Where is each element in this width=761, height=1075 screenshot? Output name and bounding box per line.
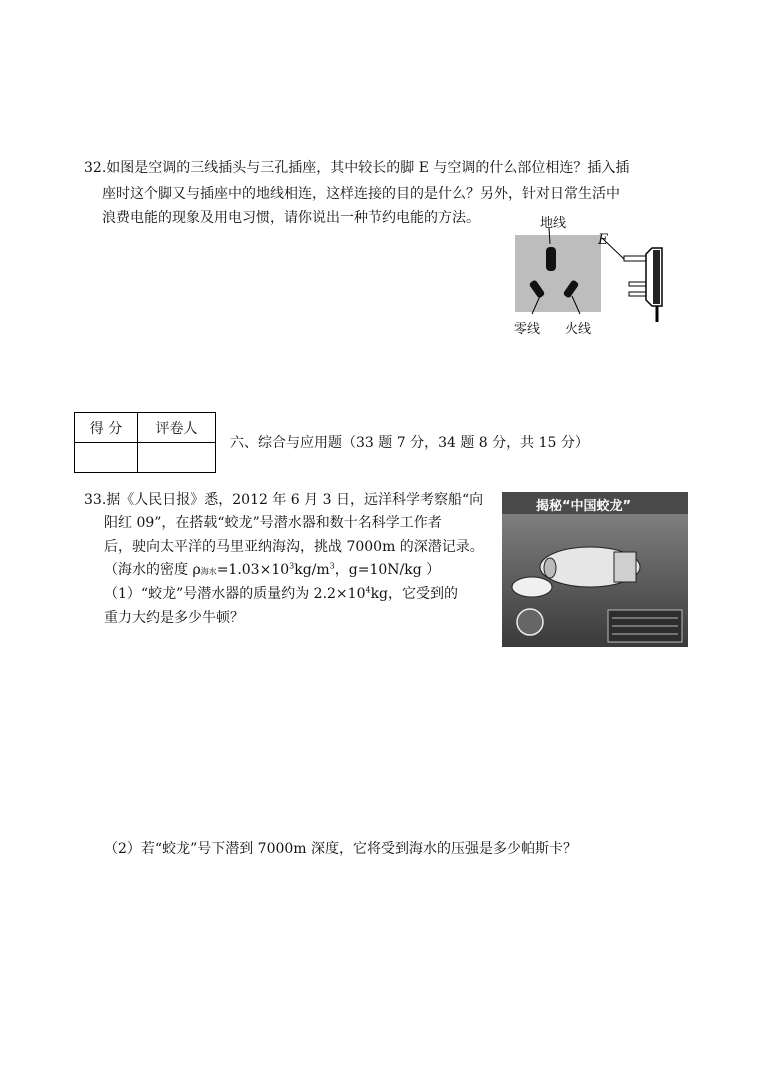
- jiaolong-photo-svg: [502, 492, 688, 647]
- q33-part-2: （2）若“蛟龙”号下潜到 7000m 深度，它将受到海水的压强是多少帕斯卡？: [104, 841, 578, 857]
- score-header: 得 分: [75, 413, 138, 443]
- q33-density-unit: kg/m: [294, 562, 330, 578]
- plug-grip: [653, 250, 660, 304]
- depth-badge: [517, 609, 543, 635]
- live-label: 火线: [565, 322, 592, 337]
- jiaolong-photo: [502, 492, 688, 647]
- q32-line-2: 座时这个脚又与插座中的地线相连，这样连接的目的是什么？另外，针对日常生活中: [102, 186, 620, 202]
- photo-title: 揭秘“中国蛟龙”: [536, 499, 632, 514]
- grader-cell[interactable]: [138, 443, 216, 473]
- pin-e-label: E: [598, 232, 609, 248]
- q33-line-1: 33.据《人民日报》悉，2012 年 6 月 3 日，远洋科学考察船“向: [84, 492, 484, 508]
- q33-density-subscript: 海水: [200, 567, 217, 576]
- section-6-title: 六、综合与应用题（33 题 7 分，34 题 8 分，共 15 分）: [230, 435, 589, 451]
- plug-pin-3: [629, 292, 646, 296]
- q33-density-label: （海水的密度 ρ: [104, 562, 201, 578]
- q32-line-1: 32.如图是空调的三线插头与三孔插座，其中较长的脚 E 与空调的什么部位相连？插入插: [84, 160, 630, 176]
- q33-gravity: ，g=10N/kg ）: [334, 562, 441, 578]
- neutral-label: 零线: [514, 322, 541, 337]
- submersible-front: [544, 558, 556, 578]
- q33-part-1-exp: 4: [365, 585, 371, 595]
- q33-part-1-text-a: （1）“蛟龙”号潜水器的质量约为 2.2×10: [104, 586, 366, 602]
- submersible-tail: [614, 552, 636, 582]
- q33-part-1-line-2: 重力大约是多少牛顿？: [104, 610, 244, 626]
- socket-plug-figure: [512, 214, 672, 339]
- q33-density-exp: 3: [289, 561, 295, 571]
- q33-line-3: 后，驶向太平洋的马里亚纳海沟，挑战 7000m 的深潜记录。: [104, 539, 484, 555]
- q33-density-unit-exp: 3: [329, 561, 335, 571]
- score-table: [74, 412, 216, 473]
- ground-hole: [546, 247, 556, 271]
- plug-pin-2: [629, 282, 646, 286]
- ground-label: 地线: [540, 216, 567, 231]
- submersible-small-view: [512, 577, 552, 597]
- q33-part-1-line-1: [104, 583, 458, 603]
- q32-line-3: 浪费电能的现象及用电习惯，请你说出一种节约电能的方法。: [102, 210, 480, 226]
- q33-line-2: 阳红 09”，在搭载“蛟龙”号潜水器和数十名科学工作者: [104, 515, 442, 531]
- plug-pin-e: [624, 256, 646, 261]
- grader-header: 评卷人: [138, 413, 216, 443]
- score-cell[interactable]: [75, 443, 138, 473]
- q33-density-value: =1.03×10: [216, 562, 290, 578]
- socket-face: [515, 235, 601, 312]
- q33-part-1-text-b: kg，它受到的: [370, 586, 459, 602]
- q33-line-4: [104, 559, 440, 579]
